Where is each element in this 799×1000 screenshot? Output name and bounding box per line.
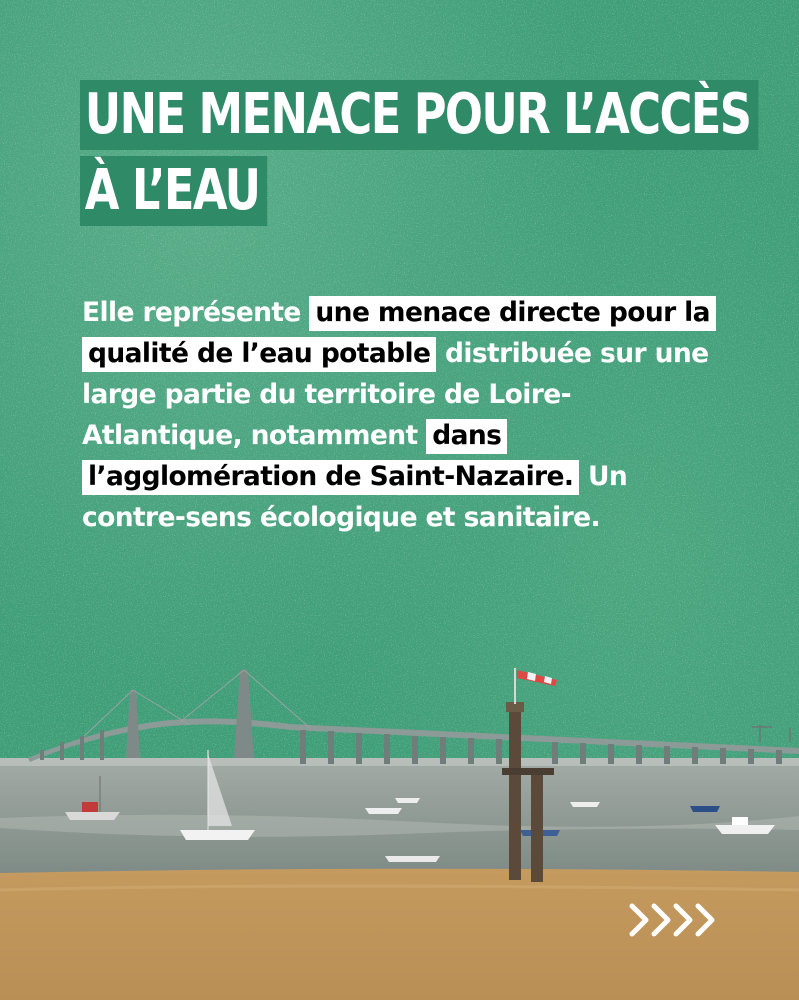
- body-segment: Elle représente: [82, 297, 310, 328]
- title-line-1: UNE MENACE POUR L’ACCÈS: [80, 80, 758, 150]
- body-segment: distribuée sur une large partie du territoire de Loire-Atlantique, notamment: [82, 338, 709, 451]
- title-block: [80, 80, 751, 226]
- title-line-2: À L’EAU: [80, 156, 267, 226]
- chevrons-right-icon[interactable]: [626, 898, 722, 942]
- body-highlight: dans l’agglomération de Saint-Nazaire.: [82, 419, 579, 495]
- body-segment: Un contre-sens écologique et sanitaire.: [82, 461, 628, 533]
- body-paragraph: [82, 292, 722, 538]
- body-highlight: une menace directe pour la qualité de l’eau potable: [82, 296, 716, 372]
